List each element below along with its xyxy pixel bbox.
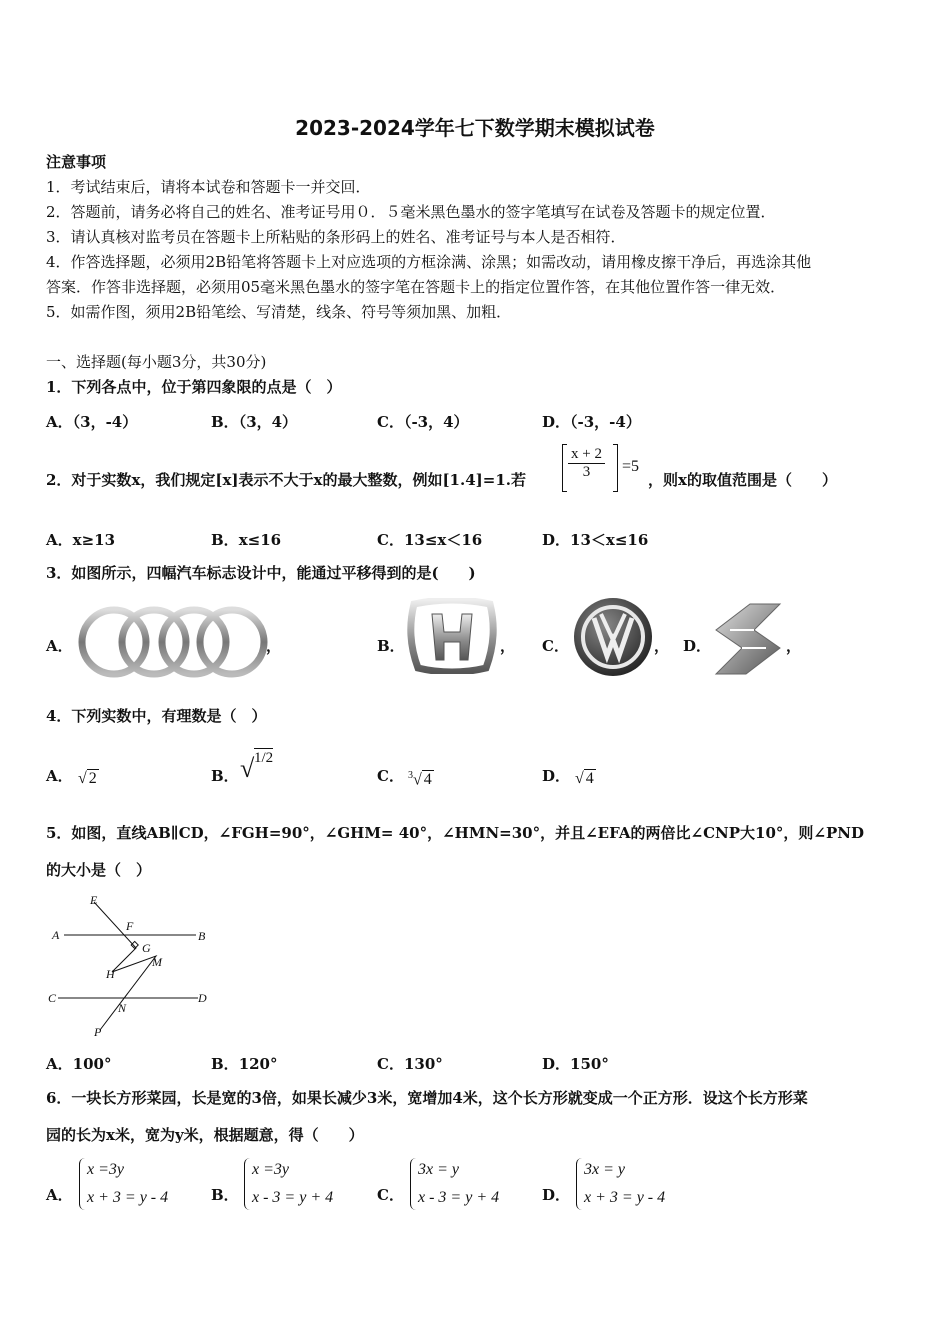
label-G: G (142, 941, 151, 955)
q3-stem: 3．如图所示，四幅汽车标志设计中，能通过平移得到的是( ) (46, 564, 476, 582)
q3-option-d-comma: ， (786, 637, 802, 655)
q2-option-b[interactable]: B．x≤16 (211, 531, 282, 549)
q1-option-c[interactable]: C．（-3，4） (377, 413, 469, 431)
q1-option-a[interactable]: A．（3，-4） (46, 413, 138, 431)
notice-item: 5．如需作图，须用2B铅笔绘、写清楚，线条、符号等须加黑、加粗． (46, 303, 512, 321)
brace (79, 1158, 86, 1210)
q3-option-a-label[interactable]: A． (46, 637, 73, 655)
audi-logo-icon (76, 604, 268, 680)
honda-logo-icon (404, 598, 500, 674)
q3-option-c-comma: ， (654, 637, 670, 655)
q5-stem-b: 的大小是（ ） (46, 861, 152, 879)
label-B: B (198, 929, 206, 943)
label-M: M (152, 955, 162, 969)
sqrt-4: √ 4 (575, 770, 594, 787)
notice-item: 答案．作答非选择题，必须用05毫米黑色墨水的签字笔在答题卡上的指定位置作答，在其他位置作答一律无效． (46, 278, 786, 296)
q6-system-b: x =3y x - 3 = y + 4 (244, 1156, 333, 1212)
q6-option-a[interactable]: A． (46, 1186, 73, 1204)
sqrt-2: √ 2 (78, 770, 97, 787)
label-F: F (126, 919, 134, 933)
label-N: N (118, 1001, 127, 1015)
sqrt-one-half (240, 740, 274, 790)
label-A: A (52, 928, 60, 942)
q2-floor-fraction (562, 444, 618, 492)
q3-option-c-label[interactable]: C． (542, 637, 569, 655)
notice-item: 3．请认真核对监考员在答题卡上所粘贴的条形码上的姓名、准考证号与本人是否相符． (46, 228, 626, 246)
q6-option-c[interactable]: C． (377, 1186, 404, 1204)
brace (576, 1158, 583, 1210)
q5-option-d[interactable]: D．150° (542, 1055, 609, 1073)
q1-option-b[interactable]: B．（3，4） (211, 413, 298, 431)
q4-option-c[interactable]: C． (377, 767, 404, 785)
q4-stem: 4．下列实数中，有理数是（ ） (46, 707, 267, 725)
q6-stem-a: 6．一块长方形菜园，长是宽的3倍，如果长减少3米，宽增加4米，这个长方形就变成一个正方形．设这个长方形菜 (46, 1089, 808, 1107)
notice-item: 4．作答选择题，必须用2B铅笔将答题卡上对应选项的方框涂满、涂黑；如需改动，请用橡皮擦干净后，再选涂其他 (46, 253, 812, 271)
radicand: 1/2 (254, 750, 274, 766)
notice-item: 1．考试结束后，请将本试卷和答题卡一并交回． (46, 178, 371, 196)
q5-option-a[interactable]: A．100° (46, 1055, 112, 1073)
q1-stem: 1．下列各点中，位于第四象限的点是（ ） (46, 378, 342, 396)
fraction: $\frac{x + 2}{3}$ (568, 446, 605, 481)
q2-equals: =5 (622, 458, 640, 475)
q6-option-d[interactable]: D． (542, 1186, 571, 1204)
q2-stem-b: ，则x的取值范围是（ ） (648, 471, 837, 489)
q6-system-c: 3x = y x - 3 = y + 4 (410, 1156, 499, 1212)
q5-stem-a: 5．如图，直线AB∥CD，∠FGH=90°，∠GHM= 40°，∠HMN=30°，并且∠EFA的两倍比∠CNP大10°，则∠PND (46, 824, 864, 842)
q3-option-b-comma: ， (500, 637, 516, 655)
q5-option-b[interactable]: B．120° (211, 1055, 278, 1073)
q4-option-b[interactable]: B． (211, 767, 239, 785)
q3-option-a-comma: ， (266, 637, 282, 655)
q2-option-d[interactable]: D．13＜x≤16 (542, 531, 649, 549)
q5-option-c[interactable]: C．130° (377, 1055, 443, 1073)
q6-stem-b: 园的长为x米，宽为y米，根据题意，得（ ） (46, 1126, 364, 1144)
q2-option-a[interactable]: A．x≥13 (46, 531, 116, 549)
section-heading: 一、选择题(每小题3分，共30分) (46, 353, 267, 371)
suzuki-logo-icon (710, 600, 786, 676)
q6-system-d: 3x = y x + 3 = y - 4 (576, 1156, 665, 1212)
volkswagen-logo-icon (572, 596, 654, 678)
notice-heading: 注意事项 (46, 153, 107, 171)
cube-root-4: $^3$√ 4 (408, 770, 432, 789)
label-C: C (48, 991, 57, 1005)
q2-stem-a: 2．对于实数x，我们规定[x]表示不大于x的最大整数，例如[1.4]=1.若 (46, 471, 526, 489)
page-title: 2023-2024学年七下数学期末模拟试卷 (295, 116, 655, 140)
label-E: E (90, 893, 98, 907)
q2-option-c[interactable]: C．13≤x＜16 (377, 531, 483, 549)
root-sign: √ (240, 754, 255, 783)
q6-option-b[interactable]: B． (211, 1186, 239, 1204)
label-P: P (94, 1025, 102, 1039)
q4-option-d[interactable]: D． (542, 767, 571, 785)
q5-geometry-figure (46, 890, 216, 1040)
brace (410, 1158, 417, 1210)
notice-item: 2．答题前，请务必将自己的姓名、准考证号用０．５毫米黑色墨水的签字笔填写在试卷及答题卡的规定位置． (46, 203, 776, 221)
q3-option-b-label[interactable]: B． (377, 637, 405, 655)
brace (244, 1158, 251, 1210)
label-H: H (106, 967, 115, 981)
q4-option-a[interactable]: A． (46, 767, 73, 785)
q6-system-a: x =3y x + 3 = y - 4 (79, 1156, 168, 1212)
label-D: D (198, 991, 207, 1005)
q3-option-d-label[interactable]: D． (683, 637, 712, 655)
q1-option-d[interactable]: D．（-3，-4） (542, 413, 641, 431)
